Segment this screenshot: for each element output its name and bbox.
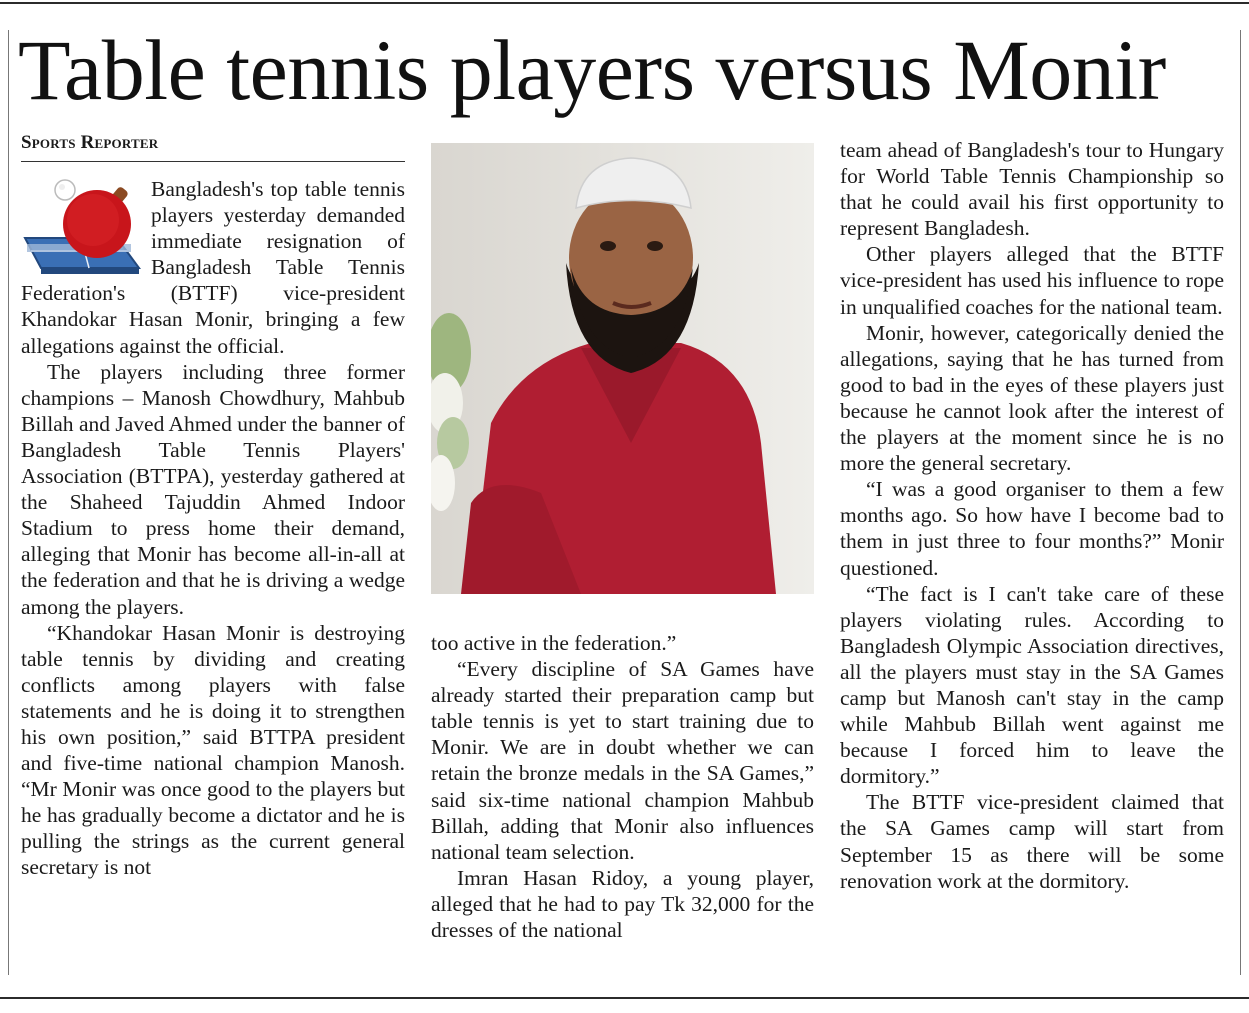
paragraph: Other players alleged that the BTTF vice-president has used his influence to rope in unqualified coaches for the national team. [840,242,1224,319]
top-rule [0,2,1249,4]
paragraph: “The fact is I can't take care of these players violating rules. According to Bangladesh Olympic Association directives, all the players must stay in the SA Games camp but Manosh can't stay in the camp while Mahbub Billah went against me because I forced him to leave the dormitory.” [840,581,1224,789]
article-column-1 [21,176,405,881]
paragraph: The BTTF vice-president claimed that the SA Games camp will start from September 15 as there will be some renovation work at the dormitory. [840,790,1224,893]
right-rule [1240,30,1241,975]
article-column-3 [840,137,1224,894]
table-tennis-icon [21,176,151,276]
paragraph: “Khandokar Hasan Monir is destroying table tennis by dividing and creating conflicts among players with false statements and he is doing it to strengthen his own position,” said BTTPA president and five-time national champion Manosh. “Mr Monir was once good to the players but he has gradually become a dictator and he is pulling the strings as the current general secretary is not [21,620,405,880]
paragraph: Monir, however, categorically denied the allegations, saying that he has turned from good to bad in the eyes of these players just because he cannot look after the interest of the players at the moment since he is no more the general secretary. [840,320,1224,476]
article-column-2 [431,630,814,943]
paragraph: The players including three former champions – Manosh Chowdhury, Mahbub Billah and Javed Ahmed under the banner of Bangladesh Table Tennis Players' Association (BTTPA), yesterday gathered at the Shaheed Tajuddin Ahmed Indoor Stadium to press home their demand, alleging that Monir has become all-in-all at the federation and that he is driving a wedge among the players. [21,359,405,619]
paragraph: Imran Hasan Ridoy, a young player, alleged that he had to pay Tk 32,000 for the dresses of the national [431,865,814,943]
paragraph: “Every discipline of SA Games have already started their preparation camp but table tennis is yet to start training due to Monir. We are in doubt whether we can retain the bronze medals in the SA Games,” said six-time national champion Mahbub Billah, adding that Monir also influences national team selection. [431,657,814,864]
byline: Sports Reporter [21,131,405,162]
paragraph: Bangladesh's top table tennis players yesterday demanded immediate resignation of Bangladesh Table Tennis Federation's (BTTF) vice-president Khandokar Hasan Monir, bringing a few allegations against the official. [21,177,405,358]
paragraph: “I was a good organiser to them a few months ago. So how have I become bad to them in just three to four months?” Monir questioned. [840,477,1224,580]
left-rule [8,30,9,975]
paragraph: team ahead of Bangladesh's tour to Hungary for World Table Tennis Championship so that he could avail his first opportunity to represent Bangladesh. [840,138,1224,241]
article-headline: Table tennis players versus Monir [18,22,1166,118]
bottom-rule [0,997,1249,999]
paragraph: too active in the federation.” [431,631,677,655]
portrait-photo [431,143,814,594]
